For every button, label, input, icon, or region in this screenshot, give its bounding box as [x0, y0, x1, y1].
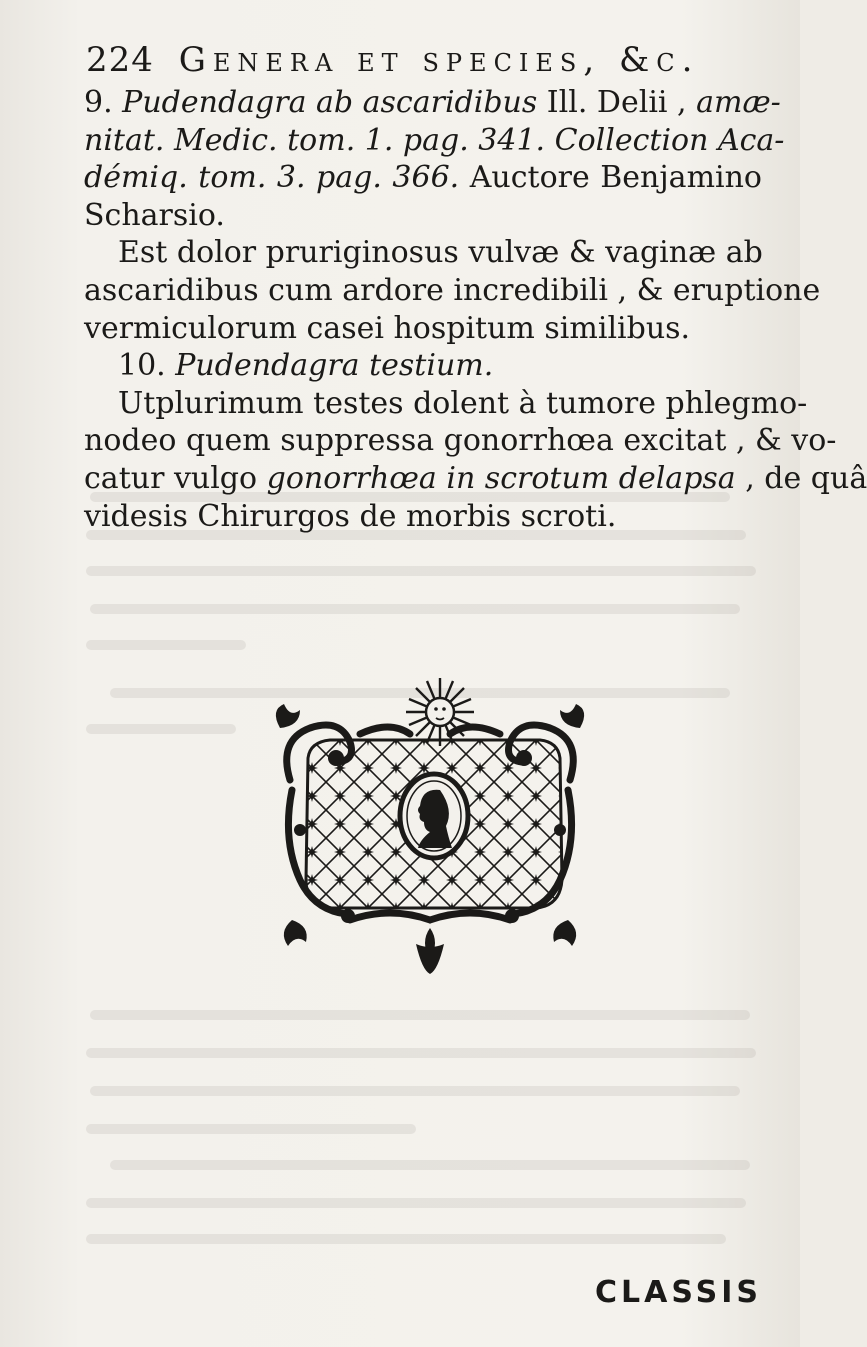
paragraph: [84, 385, 867, 535]
text-line: [84, 122, 785, 160]
roman-text: Auctore Benjamino: [459, 160, 762, 196]
italic-text: nitat. Medic. tom. 1. pag. 341. Collection Aca-: [84, 122, 785, 158]
italic-text: Pudendagra testium.: [175, 348, 494, 384]
roman-text: Scharsio.: [84, 197, 225, 233]
roman-text: Est dolor pruriginosus vulvæ & vaginæ ab: [118, 235, 763, 271]
paragraph: [84, 84, 785, 234]
sunburst-icon: [406, 678, 474, 746]
running-header: [86, 40, 776, 80]
roman-text: videsis Chirurgos de morbis scroti.: [84, 498, 617, 534]
roman-text: ascaridibus cum ardore incredibili , & eruptione: [84, 272, 821, 308]
paragraph: [84, 234, 821, 347]
text-line: [84, 310, 762, 348]
italic-text: amæ-: [696, 85, 781, 120]
roman-text: vermiculorum casei hospitum similibus.: [84, 310, 691, 346]
text-line: [84, 272, 821, 310]
text-line: [84, 234, 762, 272]
text-line: [84, 159, 762, 197]
catchword: CLASSIS: [595, 1275, 762, 1310]
text-line: [84, 385, 808, 423]
roman-text: 10.: [118, 348, 176, 384]
text-line: [84, 197, 762, 235]
roman-text: nodeo quem suppressa gonorrhœa excitat , & vo-: [84, 423, 837, 459]
running-title: Genera et species, &c.: [178, 40, 700, 80]
profile-medallion-icon: [400, 774, 468, 858]
body-text: [84, 84, 867, 535]
text-line: [84, 498, 762, 536]
text-line: [84, 422, 837, 460]
page-number: 224: [86, 40, 154, 80]
text-line: [84, 84, 781, 122]
roman-text: catur vulgo: [84, 460, 267, 496]
text-line: [84, 460, 867, 498]
italic-text: démiq. tom. 3. pag. 366.: [84, 160, 460, 196]
roman-text: Ill. Delii ,: [537, 85, 697, 120]
roman-text: , de quâ: [735, 460, 867, 496]
cartouche-ornament-icon: [270, 670, 590, 980]
italic-text: Pudendagra ab ascaridibus: [122, 85, 538, 120]
text-line: [84, 347, 762, 385]
roman-text: 9.: [84, 85, 123, 120]
roman-text: Utplurimum testes dolent à tumore phlegmo-: [118, 385, 808, 421]
paragraph: [84, 347, 762, 385]
italic-text: gonorrhœa in scrotum delapsa: [266, 460, 736, 496]
